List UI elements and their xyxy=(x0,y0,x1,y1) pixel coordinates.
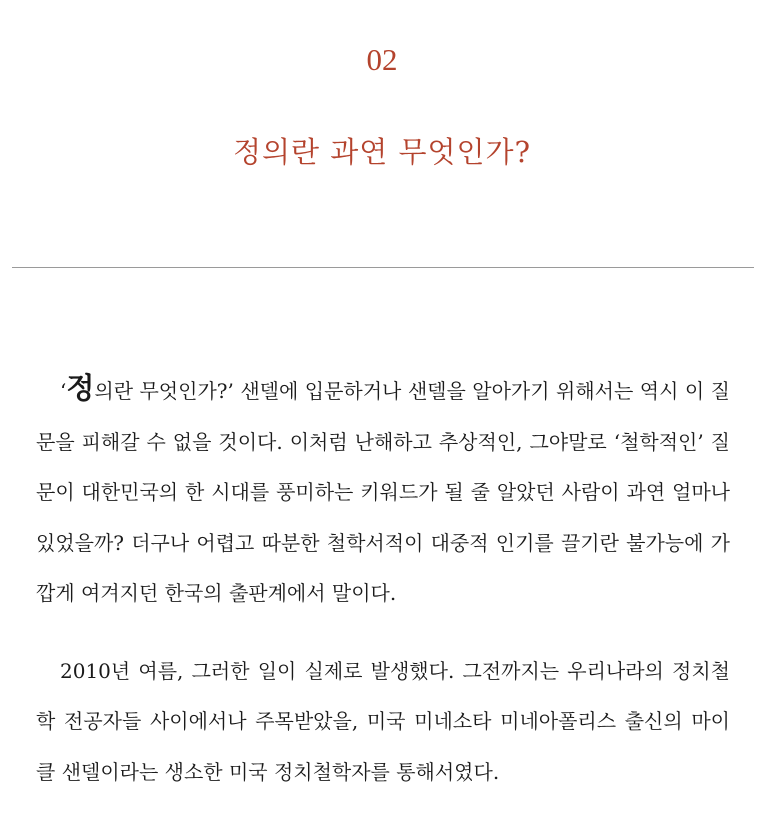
paragraph-1 xyxy=(36,366,730,619)
body-text xyxy=(36,366,730,797)
chapter-title: 정의란 과연 무엇인가? xyxy=(232,135,532,169)
paragraph-1-text: 의란 무엇인가?’ 샌델에 입문하거나 샌델을 알아가기 위해서는 역시 이 질문을 피해갈 수 없을 것이다. 이처럼 난해하고 추상적인, 그야말로 ‘철학적인’ 질문이 대한민국의 한 시대를 풍미하는 키워드가 될 줄 알았던 사람이 과연 얼마나 있었을까? 더구나 어렵고 따분한 철학서적이 대중적 인기를 끌기란 불가능에 가깝게 여겨지던 한국의 출판계에서 말이다. xyxy=(36,379,730,605)
open-quote: ‘ xyxy=(60,379,67,403)
paragraph-2: 2010년 여름, 그러한 일이 실제로 발생했다. 그전까지는 우리나라의 정치철학 전공자들 사이에서나 주목받았을, 미국 미네소타 미네아폴리스 출신의 마이클 샌델이라는 생소한 미국 정치철학자를 통해서였다. xyxy=(36,658,730,784)
chapter-number: 02 xyxy=(366,42,398,77)
divider xyxy=(12,267,754,268)
drop-cap: 정 xyxy=(66,371,95,405)
